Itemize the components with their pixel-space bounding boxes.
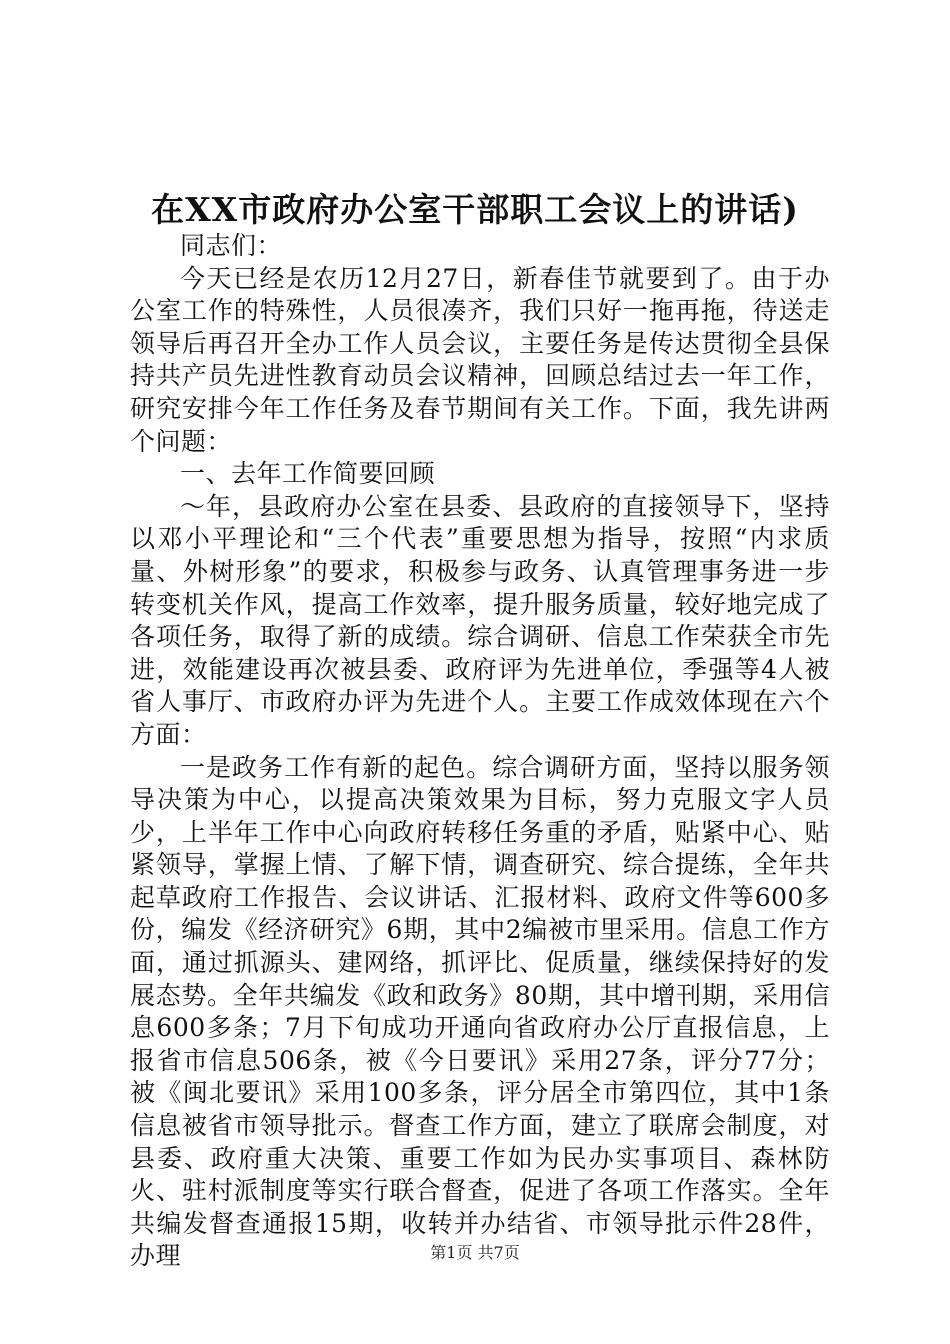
document-body xyxy=(130,230,830,1273)
section-heading: 一、去年工作简要回顾 xyxy=(180,459,436,489)
intro-paragraph: 今天已经是农历12月27日，新春佳节就要到了。由于办公室工作的特殊性，人员很凑齐，我们只好一拖再拖，待送走领导后再召开全办工作人员会议，主要任务是传达贯彻全县保持共产员先进性教育动员会议精神，回顾总结过去一年工作，研究安排今年工作任务及春节期间有关工作。下面，我先讲两个问题： xyxy=(130,263,830,456)
salutation-paragraph: 同志们： xyxy=(180,231,283,260)
government-work-paragraph: 一是政务工作有新的起色。综合调研方面，坚持以服务领导决策为中心，以提高决策效果为目标，努力克服文字人员少，上半年工作中心向政府转移任务重的矛盾，贴紧中心、贴紧领导，掌握上情、了解下情，调查研究、综合提练，全年共起草政府工作报告、会议讲话、汇报材料、政府文件等600多份，编发《经济研究》6期，其中2编被市里采用。信息工作方面，通过抓源头、建网络，抓评比、促质量，继续保持好的发展态势。全年共编发《政和政务》80期，其中增刊期，采用信息600多条；7月下旬成功开通向省政府办公厅直报信息，上报省市信息506条，被《今日要讯》采用27条，评分77分；被《闽北要讯》采用100多条，评分居全市第四位，其中1条信息被省市领导批示。督查工作方面，建立了联席会制度，对县委、政府重大决策、重要工作如为民办实事项目、森林防火、驻村派制度等实行联合督查，促进了各项工作落实。全年共编发督查通报15期，收转并办结省、市领导批示件28件，办理 xyxy=(130,752,830,1271)
document-title: 在XX市政府办公室干部职工会议上的讲话) xyxy=(151,190,799,229)
review-paragraph: ～年，县政府办公室在县委、县政府的直接领导下，坚持以邓小平理论和“三个代表”重要思想为指导，按照“内求质量、外树形象”的要求，积极参与政务、认真管理事务进一步转变机关作风，提高工作效率，提升服务质量，较好地完成了各项任务，取得了新的成绩。综合调研、信息工作荣获全市先进，效能建设再次被县委、政府评为先进单位，季强等4人被省人事厅、市政府办评为先进个人。主要工作成效体现在六个方面： xyxy=(130,491,830,749)
page-number-footer: 第1页 共7页 xyxy=(430,1243,520,1262)
